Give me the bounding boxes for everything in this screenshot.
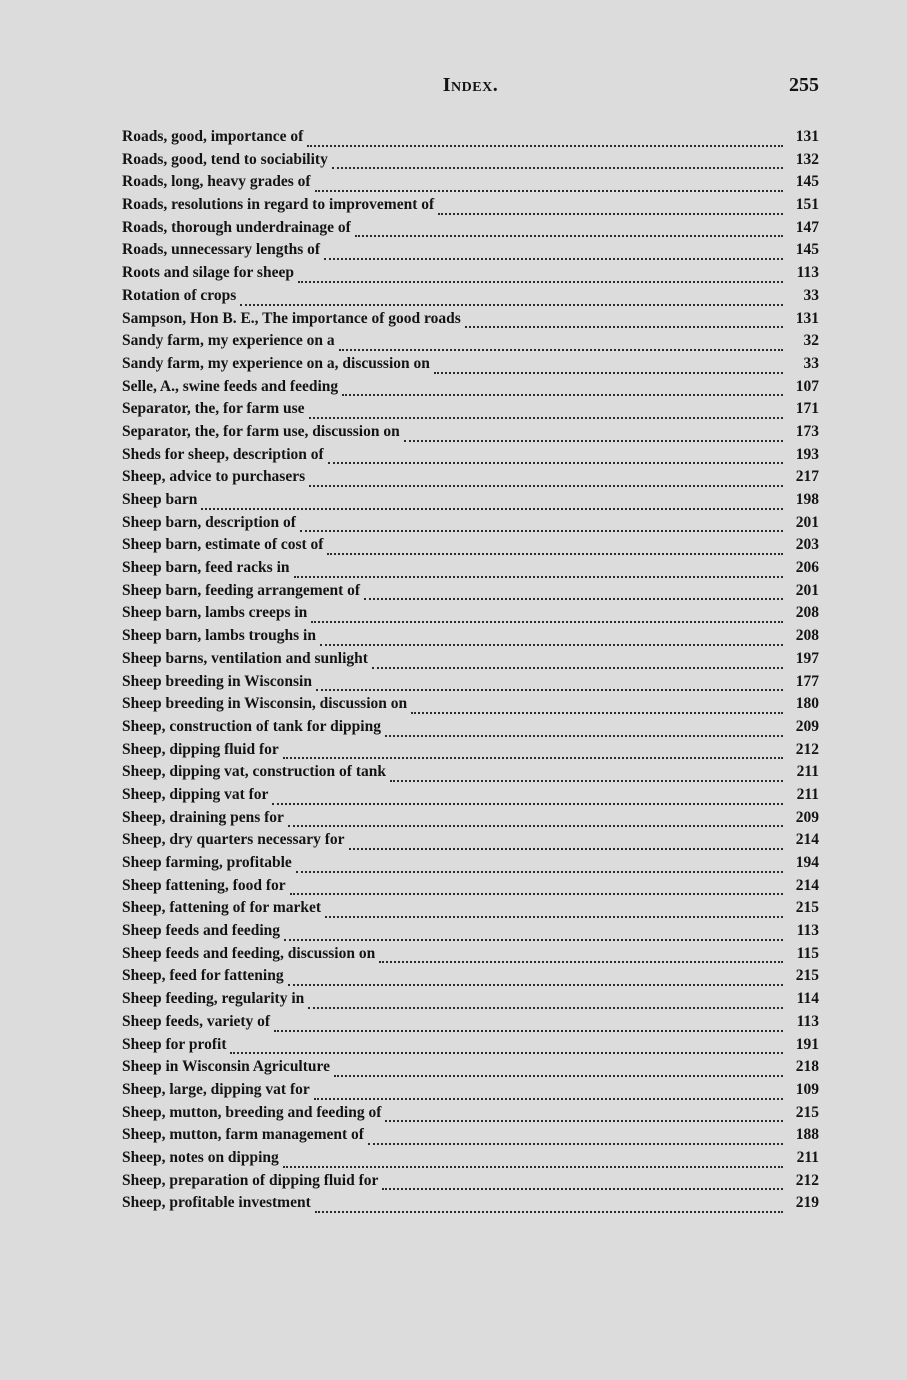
index-entry-text: Sheep, dipping fluid for — [122, 740, 279, 758]
index-entry-text: Roads, thorough underdrainage of — [122, 218, 351, 236]
index-entry-text: Roads, resolutions in regard to improvement of — [122, 196, 435, 214]
index-entry-page: 201 — [795, 513, 819, 531]
dot-leader — [379, 960, 783, 963]
index-entry-text: Sheep feeding, regularity in — [122, 990, 305, 1008]
index-entry — [122, 1149, 819, 1172]
index-entry — [122, 355, 819, 378]
index-entry-text: Sheep in Wisconsin Agriculture — [122, 1058, 331, 1076]
index-entry — [122, 151, 819, 174]
index-entry — [122, 468, 819, 491]
index-entry — [122, 446, 819, 469]
index-entry-page: 109 — [795, 1080, 819, 1098]
index-entry-page: 208 — [795, 627, 819, 645]
index-entry — [122, 741, 819, 764]
index-entry-page: 145 — [795, 173, 819, 191]
dot-leader — [288, 824, 783, 827]
index-entry-page: 201 — [795, 581, 819, 599]
dot-leader — [294, 575, 784, 578]
dot-leader — [308, 1006, 783, 1009]
index-entry — [122, 763, 819, 786]
index-entry — [122, 627, 819, 650]
index-entry-text: Separator, the, for farm use, discussion on — [122, 422, 400, 440]
index-entry-page: 180 — [795, 695, 819, 713]
dot-leader — [300, 529, 783, 532]
index-entry-text: Sheep, profitable investment — [122, 1194, 311, 1212]
index-entry-text: Sheep, mutton, breeding and feeding of — [122, 1103, 382, 1121]
index-entry-text: Sheep, notes on dipping — [122, 1148, 279, 1166]
dot-leader — [311, 620, 783, 623]
index-entry-text: Sheep breeding in Wisconsin — [122, 672, 312, 690]
index-entry-text: Sheep barn, lambs creeps in — [122, 604, 308, 622]
index-entry-text: Roads, unnecessary lengths of — [122, 241, 321, 259]
dot-leader — [372, 666, 783, 669]
page-number: 255 — [789, 74, 819, 96]
index-entry — [122, 877, 819, 900]
index-entry-text: Sheep, preparation of dipping fluid for — [122, 1171, 379, 1189]
index-entry — [122, 400, 819, 423]
index-entry-page: 215 — [795, 899, 819, 917]
dot-leader — [290, 892, 783, 895]
index-entry-page: 113 — [796, 264, 819, 282]
index-entry-page: 173 — [795, 422, 819, 440]
index-entry — [122, 673, 819, 696]
index-entry — [122, 423, 819, 446]
index-entry-text: Sandy farm, my experience on a — [122, 332, 335, 350]
index-entry-text: Sandy farm, my experience on a, discussion on — [122, 354, 430, 372]
dot-leader — [284, 938, 783, 941]
index-entry — [122, 899, 819, 922]
index-entry-page: 197 — [795, 649, 819, 667]
dot-leader — [411, 711, 783, 714]
index-entry-text: Sheep barn, description of — [122, 513, 296, 531]
index-entry-page: 33 — [803, 286, 819, 304]
dot-leader — [368, 1142, 783, 1145]
index-entry-page: 215 — [795, 1103, 819, 1121]
index-entry-page: 193 — [795, 445, 819, 463]
index-entry-page: 113 — [796, 1012, 819, 1030]
index-entry — [122, 332, 819, 355]
index-entry — [122, 264, 819, 287]
page-title: Index. — [442, 74, 499, 96]
dot-leader — [328, 461, 783, 464]
dot-leader — [324, 257, 783, 260]
index-entry-text: Sheep for profit — [122, 1035, 227, 1053]
index-entry-text: Sheep, feed for fattening — [122, 967, 284, 985]
dot-leader — [334, 1074, 783, 1077]
index-entry-text: Sheep barn, estimate of cost of — [122, 536, 324, 554]
dot-leader — [390, 779, 783, 782]
dot-leader — [314, 1097, 783, 1100]
index-entry-page: 171 — [795, 400, 819, 418]
index-entry-text: Sheep farming, profitable — [122, 854, 292, 871]
index-entry — [122, 310, 819, 333]
index-entry-page: 219 — [795, 1194, 819, 1212]
dot-leader — [355, 234, 783, 237]
index-entry-text: Sheep, mutton, farm management of — [122, 1126, 364, 1144]
dot-leader — [283, 1165, 783, 1168]
index-entry — [122, 1013, 819, 1036]
index-entry-page: 191 — [795, 1035, 819, 1053]
index-entry-text: Sheep feeds and feeding — [122, 922, 281, 940]
index-entry-page: 217 — [795, 468, 819, 486]
index-entry — [122, 831, 819, 854]
dot-leader — [307, 144, 783, 147]
index-entry — [122, 241, 819, 264]
index-entry-page: 145 — [795, 241, 819, 259]
index-entry-page: 115 — [796, 944, 819, 962]
index-entry-text: Roads, good, tend to sociability — [122, 150, 328, 168]
index-entry-page: 211 — [796, 785, 819, 803]
index-entry — [122, 491, 819, 514]
index-entry-text: Sheep, fattening of for market — [122, 899, 322, 917]
index-entry — [122, 1036, 819, 1059]
index-entry-page: 147 — [795, 218, 819, 236]
dot-leader — [438, 212, 783, 215]
index-entry — [122, 718, 819, 741]
dot-leader — [382, 1187, 783, 1190]
index-entry — [122, 1172, 819, 1195]
dot-leader — [288, 983, 783, 986]
index-entry — [122, 786, 819, 809]
dot-leader — [327, 552, 783, 555]
index-entry — [122, 650, 819, 673]
dot-leader — [274, 1029, 783, 1032]
dot-leader — [298, 280, 783, 283]
index-entry-page: 177 — [795, 672, 819, 690]
dot-leader — [230, 1051, 783, 1054]
index-entry-text: Sheep feeds and feeding, discussion on — [122, 944, 376, 962]
index-entry-page: 32 — [803, 332, 819, 350]
index-entry-page: 33 — [803, 354, 819, 372]
index-entry — [122, 196, 819, 219]
index-entry — [122, 1104, 819, 1127]
index-entry-text: Sheep, construction of tank for dipping — [122, 717, 381, 735]
dot-leader — [325, 915, 783, 918]
index-list — [122, 128, 819, 1217]
index-entry-page: 151 — [795, 196, 819, 214]
dot-leader — [364, 597, 783, 600]
index-entry — [122, 945, 819, 968]
index-entry — [122, 378, 819, 401]
index-entry-text: Roads, long, heavy grades of — [122, 173, 311, 191]
index-entry — [122, 582, 819, 605]
index-entry-text: Sheep, large, dipping vat for — [122, 1080, 310, 1098]
index-entry — [122, 173, 819, 196]
index-entry-page: 132 — [795, 150, 819, 168]
dot-leader — [434, 371, 783, 374]
index-entry-page: 198 — [795, 491, 819, 508]
dot-leader — [320, 643, 783, 646]
index-entry-text: Sheep barn, lambs troughs in — [122, 627, 316, 645]
dot-leader — [385, 1119, 783, 1122]
index-entry-text: Sampson, Hon B. E., The importance of good roads — [122, 309, 461, 327]
index-entry-text: Sheep, dry quarters necessary for — [122, 831, 345, 849]
index-entry-page: 114 — [796, 990, 819, 1008]
index-entry — [122, 219, 819, 242]
dot-leader — [309, 416, 783, 419]
dot-leader — [404, 439, 783, 442]
index-entry-page: 188 — [795, 1126, 819, 1144]
index-entry-page: 131 — [795, 309, 819, 327]
dot-leader — [332, 166, 783, 169]
dot-leader — [342, 393, 783, 396]
dot-leader — [201, 507, 783, 510]
dot-leader — [296, 870, 783, 873]
dot-leader — [385, 734, 783, 737]
dot-leader — [272, 802, 783, 805]
dot-leader — [309, 484, 783, 487]
dot-leader — [316, 688, 783, 691]
index-entry-text: Rotation of crops — [122, 286, 237, 304]
index-entry-text: Sheep barn, feeding arrangement of — [122, 581, 361, 599]
dot-leader — [315, 1210, 783, 1213]
index-entry — [122, 922, 819, 945]
index-entry-page: 211 — [796, 1148, 819, 1166]
index-entry-text: Sheep barn, feed racks in — [122, 559, 290, 577]
index-entry-page: 209 — [795, 717, 819, 735]
index-entry — [122, 536, 819, 559]
index-entry-page: 113 — [796, 922, 819, 940]
index-entry-page: 131 — [795, 128, 819, 145]
index-entry-page: 218 — [795, 1058, 819, 1076]
index-entry-page: 206 — [795, 559, 819, 577]
index-entry-text: Sheep barns, ventilation and sunlight — [122, 649, 368, 667]
index-entry-text: Sheep fattening, food for — [122, 876, 286, 894]
index-entry — [122, 128, 819, 151]
dot-leader — [349, 847, 783, 850]
index-entry-text: Sheep, dipping vat, construction of tank — [122, 763, 386, 781]
index-entry-page: 209 — [795, 808, 819, 826]
index-entry-page: 194 — [795, 854, 819, 871]
dot-leader — [465, 325, 783, 328]
dot-leader — [339, 348, 783, 351]
index-entry-page: 215 — [795, 967, 819, 985]
index-entry-page: 214 — [795, 876, 819, 894]
index-entry-page: 203 — [795, 536, 819, 554]
index-entry — [122, 854, 819, 877]
index-entry-page: 212 — [795, 740, 819, 758]
index-entry — [122, 287, 819, 310]
index-entry — [122, 559, 819, 582]
index-entry-text: Sheep, draining pens for — [122, 808, 284, 826]
index-entry-text: Sheep breeding in Wisconsin, discussion on — [122, 695, 408, 713]
index-entry — [122, 1058, 819, 1081]
index-entry-text: Separator, the, for farm use — [122, 400, 305, 418]
page-header — [122, 74, 819, 102]
dot-leader — [315, 189, 783, 192]
index-entry-page: 212 — [795, 1171, 819, 1189]
index-entry-text: Roots and silage for sheep — [122, 264, 294, 282]
index-entry — [122, 990, 819, 1013]
index-entry — [122, 514, 819, 537]
index-entry-text: Selle, A., swine feeds and feeding — [122, 377, 339, 395]
dot-leader — [240, 303, 783, 306]
index-entry — [122, 1126, 819, 1149]
index-entry — [122, 809, 819, 832]
index-entry-text: Sheep, dipping vat for — [122, 785, 269, 803]
index-entry-text: Sheep feeds, variety of — [122, 1012, 271, 1030]
index-entry-page: 211 — [796, 763, 819, 781]
index-entry — [122, 695, 819, 718]
index-entry-text: Sheep barn — [122, 491, 198, 508]
index-entry-page: 208 — [795, 604, 819, 622]
index-entry — [122, 967, 819, 990]
index-entry-page: 214 — [795, 831, 819, 849]
index-entry-text: Sheds for sheep, description of — [122, 445, 324, 463]
index-entry — [122, 1194, 819, 1217]
index-entry — [122, 604, 819, 627]
index-entry-text: Sheep, advice to purchasers — [122, 468, 306, 486]
index-entry — [122, 1081, 819, 1104]
index-entry-text: Roads, good, importance of — [122, 128, 304, 145]
index-entry-page: 107 — [795, 377, 819, 395]
dot-leader — [283, 756, 783, 759]
